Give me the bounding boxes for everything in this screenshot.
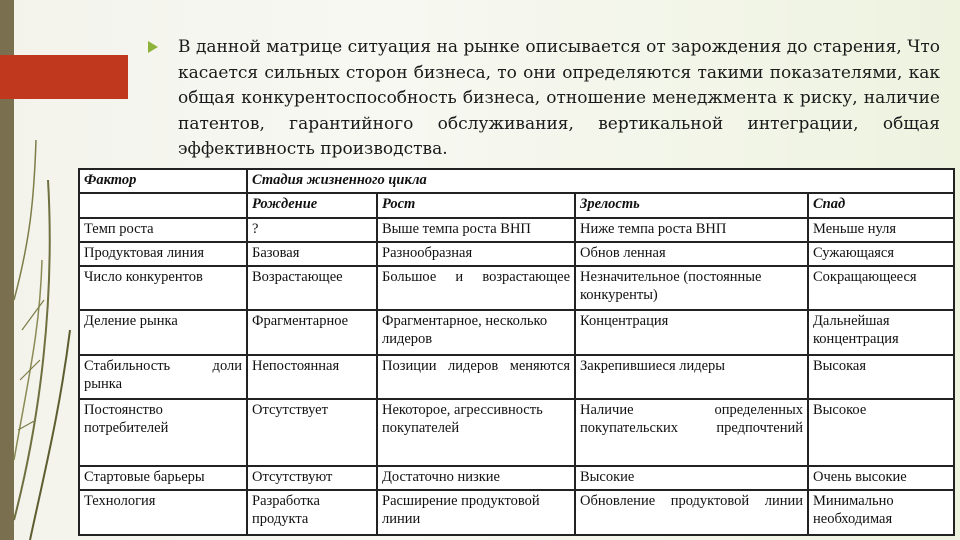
table-cell: Очень высокие (808, 466, 954, 490)
table-cell: Минимально необходимая (808, 490, 954, 535)
triangle-bullet-icon (148, 41, 158, 53)
table-row (79, 355, 954, 399)
factor-cell: Стартовые барьеры (79, 466, 247, 490)
stage-header: Спад (808, 193, 954, 217)
bullet-paragraph (148, 35, 940, 163)
table-cell: Обнов ленная (575, 242, 808, 266)
table-row (79, 490, 954, 535)
table-cell: Разнообразная (377, 242, 575, 266)
table-cell: Позиции лидеров меняются (377, 355, 575, 399)
table-cell: Непостоянная (247, 355, 377, 399)
table-cell: Достаточно низкие (377, 466, 575, 490)
table-cell: Закрепившиеся лидеры (575, 355, 808, 399)
header-empty-cell (79, 193, 247, 217)
table-cell: Обновление продуктовой линии (575, 490, 808, 535)
table-cell: Расширение продуктовой линии (377, 490, 575, 535)
factor-cell: Постоянство потребителей (79, 399, 247, 466)
table-cell: Меньше нуля (808, 218, 954, 242)
table-cell: Разработка продукта (247, 490, 377, 535)
table-cell: Высокое (808, 399, 954, 466)
stage-header: Рост (377, 193, 575, 217)
table-cell: Фрагментарное (247, 310, 377, 354)
table-row (79, 266, 954, 310)
table-cell: Сокращающееся (808, 266, 954, 310)
paragraph-text: В данной матрице ситуация на рынке описывается от зарождения до старения, Что касается сильных сторон бизнеса, то они определяются такими показателями, как общая конкурентоспособность бизнеса, отношение менеджмента к риску, наличие патентов, гарантийного обслуживания, вертикальной интеграции, общая эффективность производства. (178, 37, 940, 159)
table-row (79, 242, 954, 266)
table-row (79, 399, 954, 466)
table-row (79, 466, 954, 490)
table-cell: Некоторое, агрессивность покупателей (377, 399, 575, 466)
table-row (79, 310, 954, 354)
factor-cell: Число конкурентов (79, 266, 247, 310)
table-cell: Высокая (808, 355, 954, 399)
table-cell: Выше темпа роста ВНП (377, 218, 575, 242)
table-cell: Дальнейшая концентрация (808, 310, 954, 354)
table-cell: Ниже темпа роста ВНП (575, 218, 808, 242)
table-cell: Сужающаяся (808, 242, 954, 266)
factor-cell: Темп роста (79, 218, 247, 242)
table-cell: Наличие определенных покупательских предпочтений (575, 399, 808, 466)
table-cell: Отсутствует (247, 399, 377, 466)
stage-header: Рождение (247, 193, 377, 217)
table-cell: Концентрация (575, 310, 808, 354)
stage-header: Зрелость (575, 193, 808, 217)
table-row (79, 218, 954, 242)
table-cell: ? (247, 218, 377, 242)
factor-cell: Технология (79, 490, 247, 535)
table-cell: Базовая (247, 242, 377, 266)
factor-cell: Деление рынка (79, 310, 247, 354)
header-stage: Стадия жизненного цикла (247, 169, 954, 193)
lifecycle-table (78, 168, 953, 536)
header-factor: Фактор (79, 169, 247, 193)
table-cell: Высокие (575, 466, 808, 490)
table-cell: Фрагментарное, несколько лидеров (377, 310, 575, 354)
table-cell: Незначительное (постоянные конкуренты) (575, 266, 808, 310)
factor-cell: Стабильность доли рынка (79, 355, 247, 399)
red-accent-tab (0, 55, 128, 99)
table-cell: Возрастающее (247, 266, 377, 310)
factor-cell: Продуктовая линия (79, 242, 247, 266)
table-cell: Большое и возрастающее (377, 266, 575, 310)
table-cell: Отсутствуют (247, 466, 377, 490)
